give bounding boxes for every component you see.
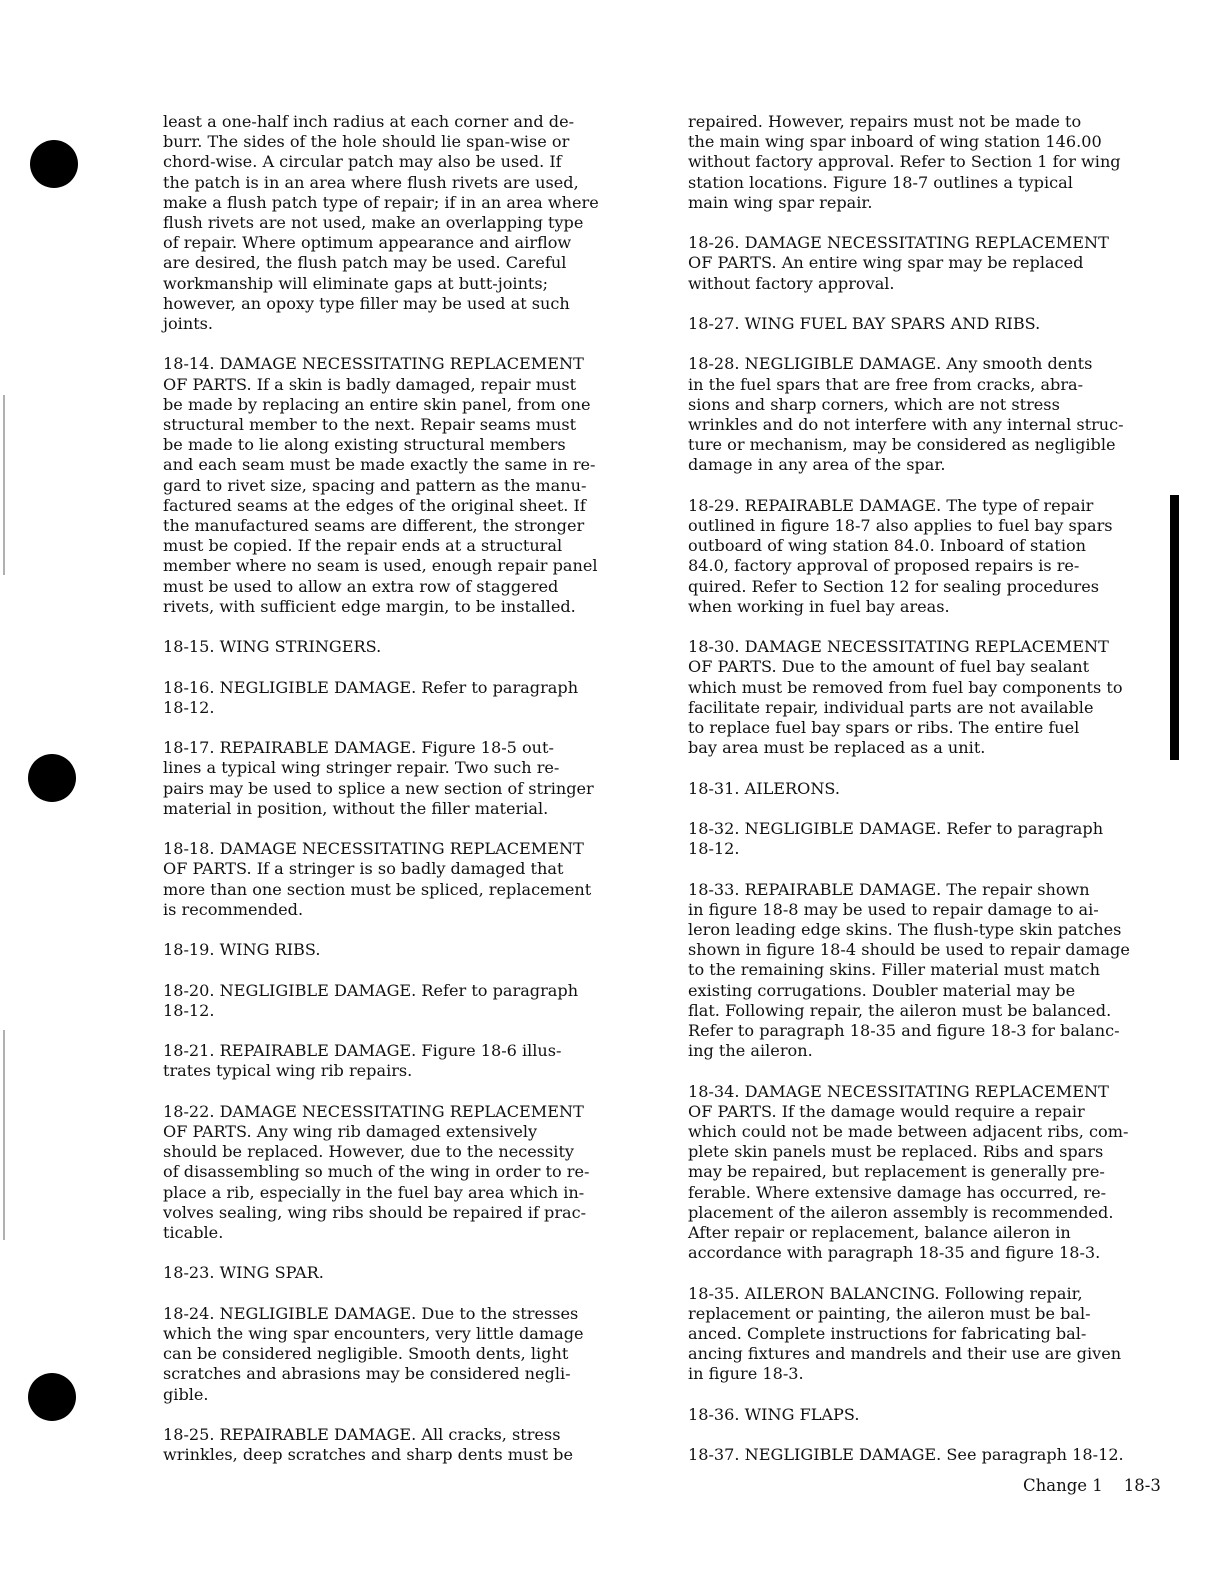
heading-18-36-wing-flaps: 18-36. WING FLAPS. [688, 1404, 860, 1424]
paragraph-18-35: 18-35. AILERON BALANCING. Following repair, replacement or painting, the aileron must be bal- anced. Complete instructions for fabricating bal- ancing fixtures and mandrels and their use are given in figure 18-3. [688, 1283, 1122, 1384]
paragraph-18-33: 18-33. REPAIRABLE DAMAGE. The repair shown in figure 18-8 may be used to repair damage to ai- leron leading edge skins. The flush-type skin patches shown in figure 18-4 should be used to repair damage to the remaining skins. Filler material must match existing corrugations. Doubler material may be flat. Following repair, the aileron must be balanced. Refer to paragraph 18-35 and figure 18-3 for balanc- ing the aileron. [688, 879, 1130, 1061]
binder-hole-bottom [28, 1373, 76, 1421]
paragraph-18-14: 18-14. DAMAGE NECESSITATING REPLACEMENT OF PARTS. If a skin is badly damaged, repair must be made by replacing an entire skin panel, from one structural member to the next. Repair seams must be made to lie along existing structural members and each seam must be made exactly the same in re- gard to rivet size, spacing and pattern as the manu- factured seams at the edges of the original sheet. If the manufactured seams are different, the stronger must be copied. If the repair ends at a structural member where no seam is used, enough repair panel must be used to allow an extra row of staggered rivets, with sufficient edge margin, to be installed. [163, 354, 598, 616]
paragraph-18-16: 18-16. NEGLIGIBLE DAMAGE. Refer to paragraph 18-12. [163, 677, 579, 717]
paragraph-18-32: 18-32. NEGLIGIBLE DAMAGE. Refer to paragraph 18-12. [688, 819, 1104, 859]
paragraph-18-34: 18-34. DAMAGE NECESSITATING REPLACEMENT OF PARTS. If the damage would require a repair which could not be made between adjacent ribs, com- plete skin panels must be replaced. Ribs and spars may be repaired, but replacement is generally pre- ferable. Where extensive damage has occurred, re- placement of the aileron assembly is recommended. After repair or replacement, balance aileron in accordance with paragraph 18-35 and figure 18-3. [688, 1081, 1129, 1263]
heading-18-27-fuel-bay-spars: 18-27. WING FUEL BAY SPARS AND RIBS. [688, 314, 1041, 333]
paragraph-patch-continuation: least a one-half inch radius at each corner and de- burr. The sides of the hole should lie span-wise or chord-wise. A circular patch may also be used. If the patch is in an area where flush rivets are used, make a flush patch type of repair; if in an area where flush rivets are not used, make an overlapping type of repair. Where optimum appearance and airflow are desired, the flush patch may be used. Careful workmanship will eliminate gaps at butt-joints; however, an opoxy type filler may be used at such joints. [163, 112, 599, 334]
paragraph-18-24: 18-24. NEGLIGIBLE DAMAGE. Due to the stresses which the wing spar encounters, very little damage can be considered negligible. Smooth dents, light scratches and abrasions may be considered negli- gible. [163, 1303, 584, 1404]
page-footer [1023, 1475, 1161, 1496]
left-column [163, 112, 653, 1486]
scan-edge-mark [3, 1030, 5, 1240]
heading-18-31-ailerons: 18-31. AILERONS. [688, 778, 841, 798]
heading-18-15-wing-stringers: 18-15. WING STRINGERS. [163, 637, 382, 657]
paragraph-18-25: 18-25. REPAIRABLE DAMAGE. All cracks, stress wrinkles, deep scratches and sharp dents must be [163, 1425, 574, 1465]
paragraph-18-26: 18-26. DAMAGE NECESSITATING REPLACEMENT OF PARTS. An entire wing spar may be replaced without factory approval. [688, 233, 1109, 293]
paragraph-18-28: 18-28. NEGLIGIBLE DAMAGE. Any smooth dents in the fuel spars that are free from cracks, abra- sions and sharp corners, which are not stress wrinkles and do not interfere with any internal struc- ture or mechanism, may be considered as negligible damage in any area of the spar. [688, 354, 1124, 475]
paragraph-18-30: 18-30. DAMAGE NECESSITATING REPLACEMENT OF PARTS. Due to the amount of fuel bay sealant which must be removed from fuel bay components to facilitate repair, individual parts are not available to replace fuel bay spars or ribs. The entire fuel bay area must be replaced as a unit. [688, 637, 1123, 758]
paragraph-18-18: 18-18. DAMAGE NECESSITATING REPLACEMENT OF PARTS. If a stringer is so badly damaged that more than one section must be spliced, replacement is recommended. [163, 839, 592, 919]
paragraph-18-25-continuation: repaired. However, repairs must not be made to the main wing spar inboard of wing station 146.00 without factory approval. Refer to Section 1 for wing station locations. Figure 18-7 outlines a typical main wing spar repair. [688, 112, 1121, 212]
paragraph-18-37: 18-37. NEGLIGIBLE DAMAGE. See paragraph 18-12. [688, 1445, 1124, 1465]
paragraph-18-29: 18-29. REPAIRABLE DAMAGE. The type of repair outlined in figure 18-7 also applies to fuel bay spars outboard of wing station 84.0. Inboard of station 84.0, factory approval of proposed repairs is re- quired. Refer to Section 12 for sealing procedures when working in fuel bay areas. [688, 495, 1113, 616]
heading-18-23-wing-spar: 18-23. WING SPAR. [163, 1263, 324, 1283]
paragraph-18-22: 18-22. DAMAGE NECESSITATING REPLACEMENT OF PARTS. Any wing rib damaged extensively should be replaced. However, due to the necessity of disassembling so much of the wing in order to re- place a rib, especially in the fuel bay area which in- volves sealing, wing ribs should be repaired if prac- ticable. [163, 1101, 590, 1243]
paragraph-18-17: 18-17. REPAIRABLE DAMAGE. Figure 18-5 out- lines a typical wing stringer repair. Two such re- pairs may be used to splice a new section of stringer material in position, without the filler material. [163, 738, 594, 818]
paragraph-18-20: 18-20. NEGLIGIBLE DAMAGE. Refer to paragraph 18-12. [163, 980, 579, 1020]
scan-edge-mark [3, 395, 5, 575]
paragraph-18-21: 18-21. REPAIRABLE DAMAGE. Figure 18-6 illus- trates typical wing rib repairs. [163, 1041, 562, 1081]
page-number: 18-3 [1123, 1476, 1161, 1495]
change-label: Change 1 [1023, 1476, 1103, 1495]
right-column [688, 112, 1178, 1486]
revision-change-bar [1170, 495, 1179, 760]
heading-18-19-wing-ribs: 18-19. WING RIBS. [163, 940, 321, 960]
binder-hole-middle [28, 754, 76, 802]
binder-hole-top [30, 140, 78, 188]
